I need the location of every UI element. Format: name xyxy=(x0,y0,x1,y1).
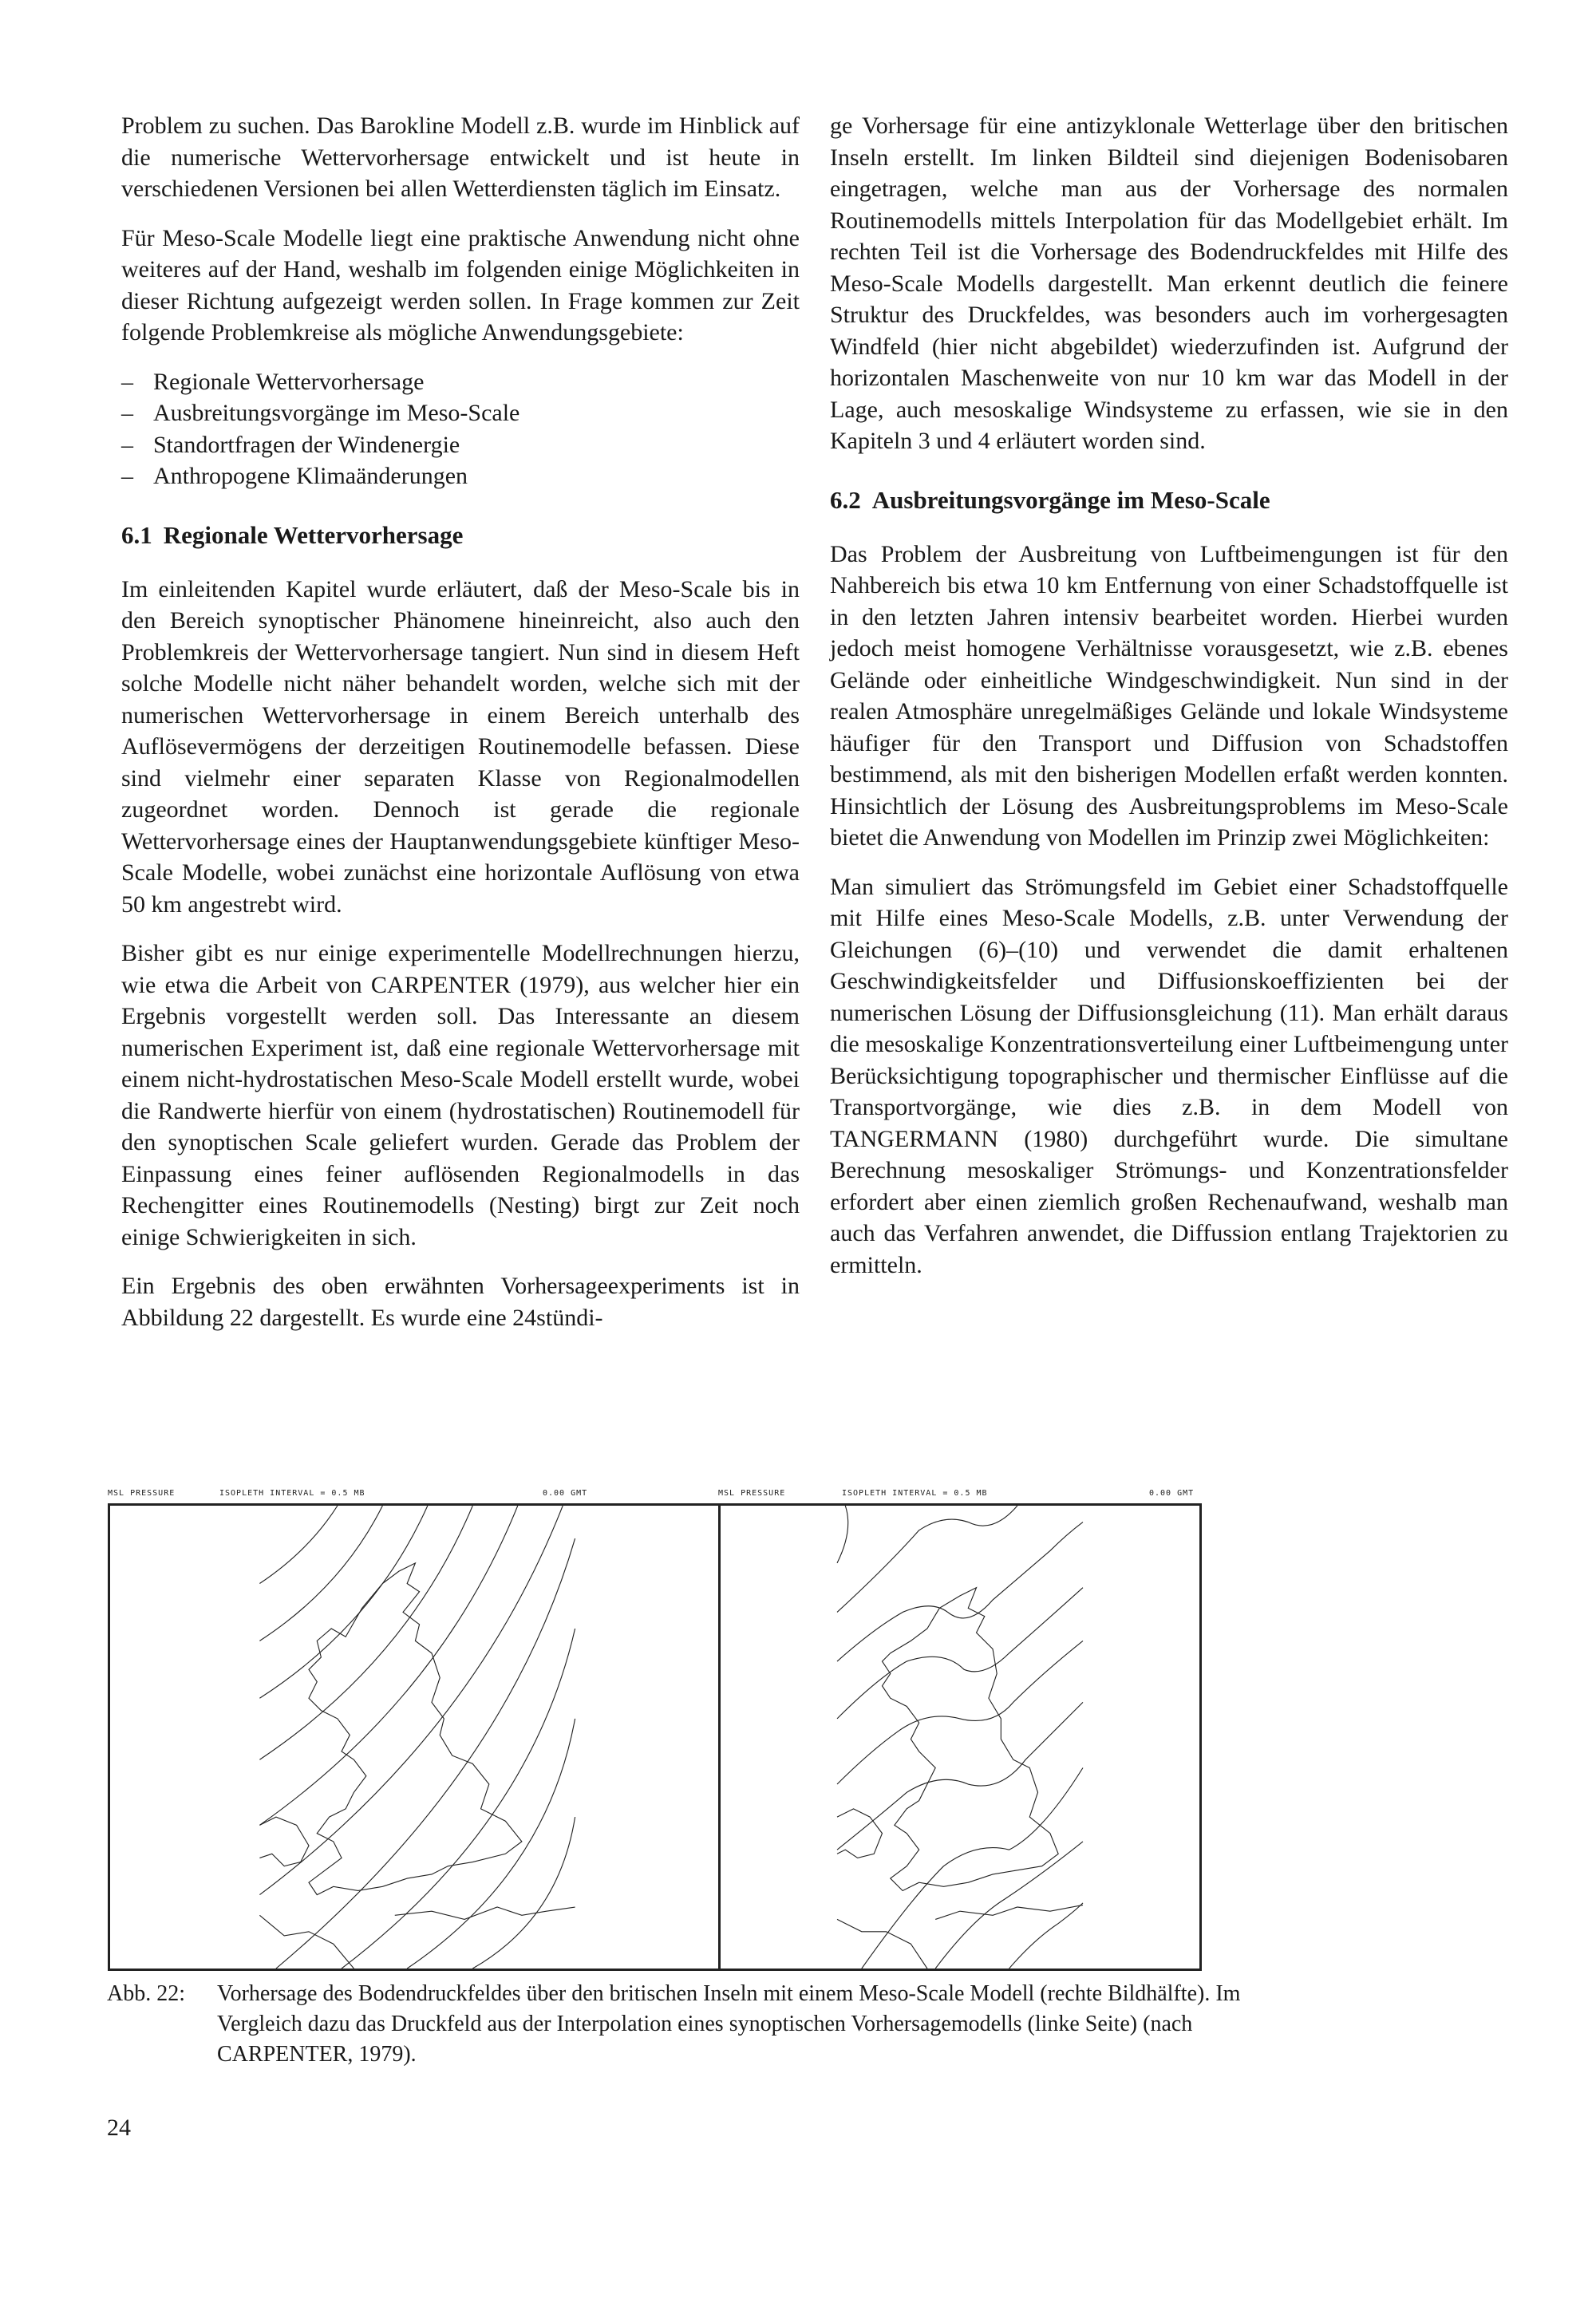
list-item: – Regionale Wettervorhersage xyxy=(121,366,800,398)
coastline xyxy=(259,1563,575,1969)
figure-left-header xyxy=(108,1486,722,1503)
section-title: Ausbreitungsvorgänge im Meso-Scale xyxy=(871,485,1270,514)
paragraph: Bisher gibt es nur einige experimentelle Modellrechnungen hierzu, wie etwa die Arbeit von CARPENTER (1979), aus welcher hier ein Ergebnis vorgestellt werden soll. Das Interessante an diesem numerischen Experiment ist, daß eine regionale Wettervorhersage mit einem nicht-hydrostatischen Meso-Scale Modell erstellt wurde, wobei die Randwerte hierfür von einem (hydrostatischen) Routinemodell für den synoptischen Scale geliefert wurden. Gerade das Problem der Einpassung eines feiner auflösenden Regionalmodells in das Rechengitter eines Routinemodells (Nesting) birgt zur Zeit noch einige Schwierigkeiten in sich. xyxy=(121,940,800,1250)
left-column xyxy=(121,110,800,1351)
pressure-map-synoptic xyxy=(108,1503,727,1971)
list-item: – Ausbreitungsvorgänge im Meso-Scale xyxy=(121,397,800,429)
section-heading-6-2 xyxy=(830,484,1508,516)
page-number: 24 xyxy=(107,2115,131,2141)
application-list xyxy=(121,366,800,492)
paragraph: Man simuliert das Strömungsfeld im Gebiet einer Schadstoffquelle mit Hilfe eines Meso-Scale Modells, z.B. unter Verwendung der Gleichungen (6)–(10) und verwendet die damit erhaltenen Geschwindigkeitsfelder und Diffusionskoeffizienten bei der numerischen Lösung der Diffusionsgleichung (11). Man erhält daraus die mesoskalige Konzentrationsverteilung einer Luftbeimengung unter Berücksichtigung topographischer und thermischer Einflüsse auf die Transportvorgänge, wie dies z.B. in dem Modell von TANGERMANN (1980) durchgeführt wurde. Die simultane Berechnung mesoskaliger Strömungs- und Konzentrationsfelder erfordert aber einen ziemlich großen Rechenaufwand, weshalb man auch das Verfahren anwendet, die Diffussion entlang Trajektorien zu ermitteln. xyxy=(830,873,1508,1278)
paragraph: ge Vorhersage für eine antizyklonale Wetterlage über den britischen Inseln erstellt. Im linken Bildteil sind diejenigen Bodenisobaren eingetragen, welche man aus der Vorhersage des normalen Routinemodells mittels Interpolation für das Modellgebiet erhält. Im rechten Teil ist die Vorhersage des Bodendruckfeldes mit Hilfe des Meso-Scale Modells dargestellt. Man erkennt deutlich die feinere Struktur des Druckfeldes, was besonders auch im vorhergesagten Windfeld (hier nicht abgebildet) wiederzufinden ist. Aufgrund der horizontalen Maschenweite von nur 10 km war das Modell in der Lage, auch mesoskalige Windsysteme zu erfassen, wie sie in den Kapiteln 3 und 4 erläutert worden sind. xyxy=(830,113,1508,454)
paragraph: Im einleitenden Kapitel wurde erläutert, daß der Meso-Scale bis in den Bereich synoptischer Phänomene hineinreicht, also auch den Problemkreis der Wettervorhersage tangiert. Nun sind in diesem Heft solche Modelle nicht näher behandelt worden, welche sich mit der numerischen Wettervorhersage in einem Bereich unterhalb des Auflösevermögens der derzeitigen Routinemodelle befassen. Diese sind vielmehr einer separaten Klasse von Regionalmodellen zugeordnet worden. Dennoch ist gerade die regionale Wettervorhersage eines der Hauptanwendungsgebiete künftiger Meso-Scale Modelle, wobei zunächst eine horizontale Auflösung von etwa 50 km angestrebt wird. xyxy=(121,575,800,918)
list-item: – Anthropogene Klimaänderungen xyxy=(121,460,800,492)
list-item: – Standortfragen der Windenergie xyxy=(121,429,800,461)
paragraph: Das Problem der Ausbreitung von Luftbeimengungen ist für den Nahbereich bis etwa 10 km Entfernung von einer Schadstoffquelle ist in den letzten Jahren intensiv bearbeitet worden. Hierbei wurden jedoch meist homogene Verhältnisse vorausgesetzt, wie z.B. ebenes Gelände oder einheitliche Windgeschwindigkeit. Nun sind in der realen Atmosphäre unregelmäßiges Gelände und lokale Windsysteme häufiger für den Transport und Diffusion von Schadstoffen bestimmend, als mit den bisherigen Modellen erfaßt werden konnten. Hinsichtlich der Lösung des Ausbreitungsproblems im Meso-Scale bietet die Anwendung von Modellen im Prinzip zwei Möglichkeiten: xyxy=(830,540,1508,851)
figure-right-panel xyxy=(718,1486,1333,1971)
caption-text: Vorhersage des Bodendruckfeldes über den britischen Inseln mit einem Meso-Scale Modell (rechte Bildhälfte). Im Vergleich dazu das Druckfeld aus der Interpolation eines synoptischen Vorhersagemodells (linke Seite) (nach CARPENTER, 1979). xyxy=(217,1981,1241,2067)
interval-label: ISOPLETH INTERVAL = 0.5 MB xyxy=(842,1489,988,1498)
right-column xyxy=(830,110,1508,1298)
isobars xyxy=(837,1506,1083,1969)
field-label: MSL PRESSURE xyxy=(108,1489,176,1498)
interval-label: ISOPLETH INTERVAL = 0.5 MB xyxy=(219,1489,365,1498)
isobars xyxy=(259,1506,575,1969)
time-label: 0.00 GMT xyxy=(543,1489,588,1498)
field-label: MSL PRESSURE xyxy=(718,1489,786,1498)
time-label: 0.00 GMT xyxy=(1149,1489,1195,1498)
section-number: 6.1 xyxy=(121,520,152,549)
coastline xyxy=(837,1588,1083,1969)
paragraph: Für Meso-Scale Modelle liegt eine praktische Anwendung nicht ohne weiteres auf der Hand, weshalb im folgenden einige Möglichkeiten in dieser Richtung aufgezeigt werden sollen. In Frage kommen zur Zeit folgende Problemkreise als mögliche Anwendungsgebiete: xyxy=(121,224,800,346)
paragraph: Problem zu suchen. Das Barokline Modell z.B. wurde im Hinblick auf die numerische Wettervorhersage entwickelt und ist heute in verschiedenen Versionen bei allen Wetterdiensten täglich im Einsatz. xyxy=(121,113,800,202)
paragraph: Ein Ergebnis des oben erwähnten Vorhersageexperiments ist in Abbildung 22 dargestellt. Es wurde eine 24stündi- xyxy=(121,1273,800,1331)
pressure-map-mesoscale xyxy=(718,1503,1202,1971)
section-heading-6-1 xyxy=(121,519,800,551)
caption-label: Abb. 22: xyxy=(107,1981,185,2006)
figure-left-panel xyxy=(108,1486,727,1971)
section-title: Regionale Wettervorhersage xyxy=(163,520,464,549)
section-number: 6.2 xyxy=(830,485,861,514)
figure-right-header xyxy=(718,1486,1333,1503)
